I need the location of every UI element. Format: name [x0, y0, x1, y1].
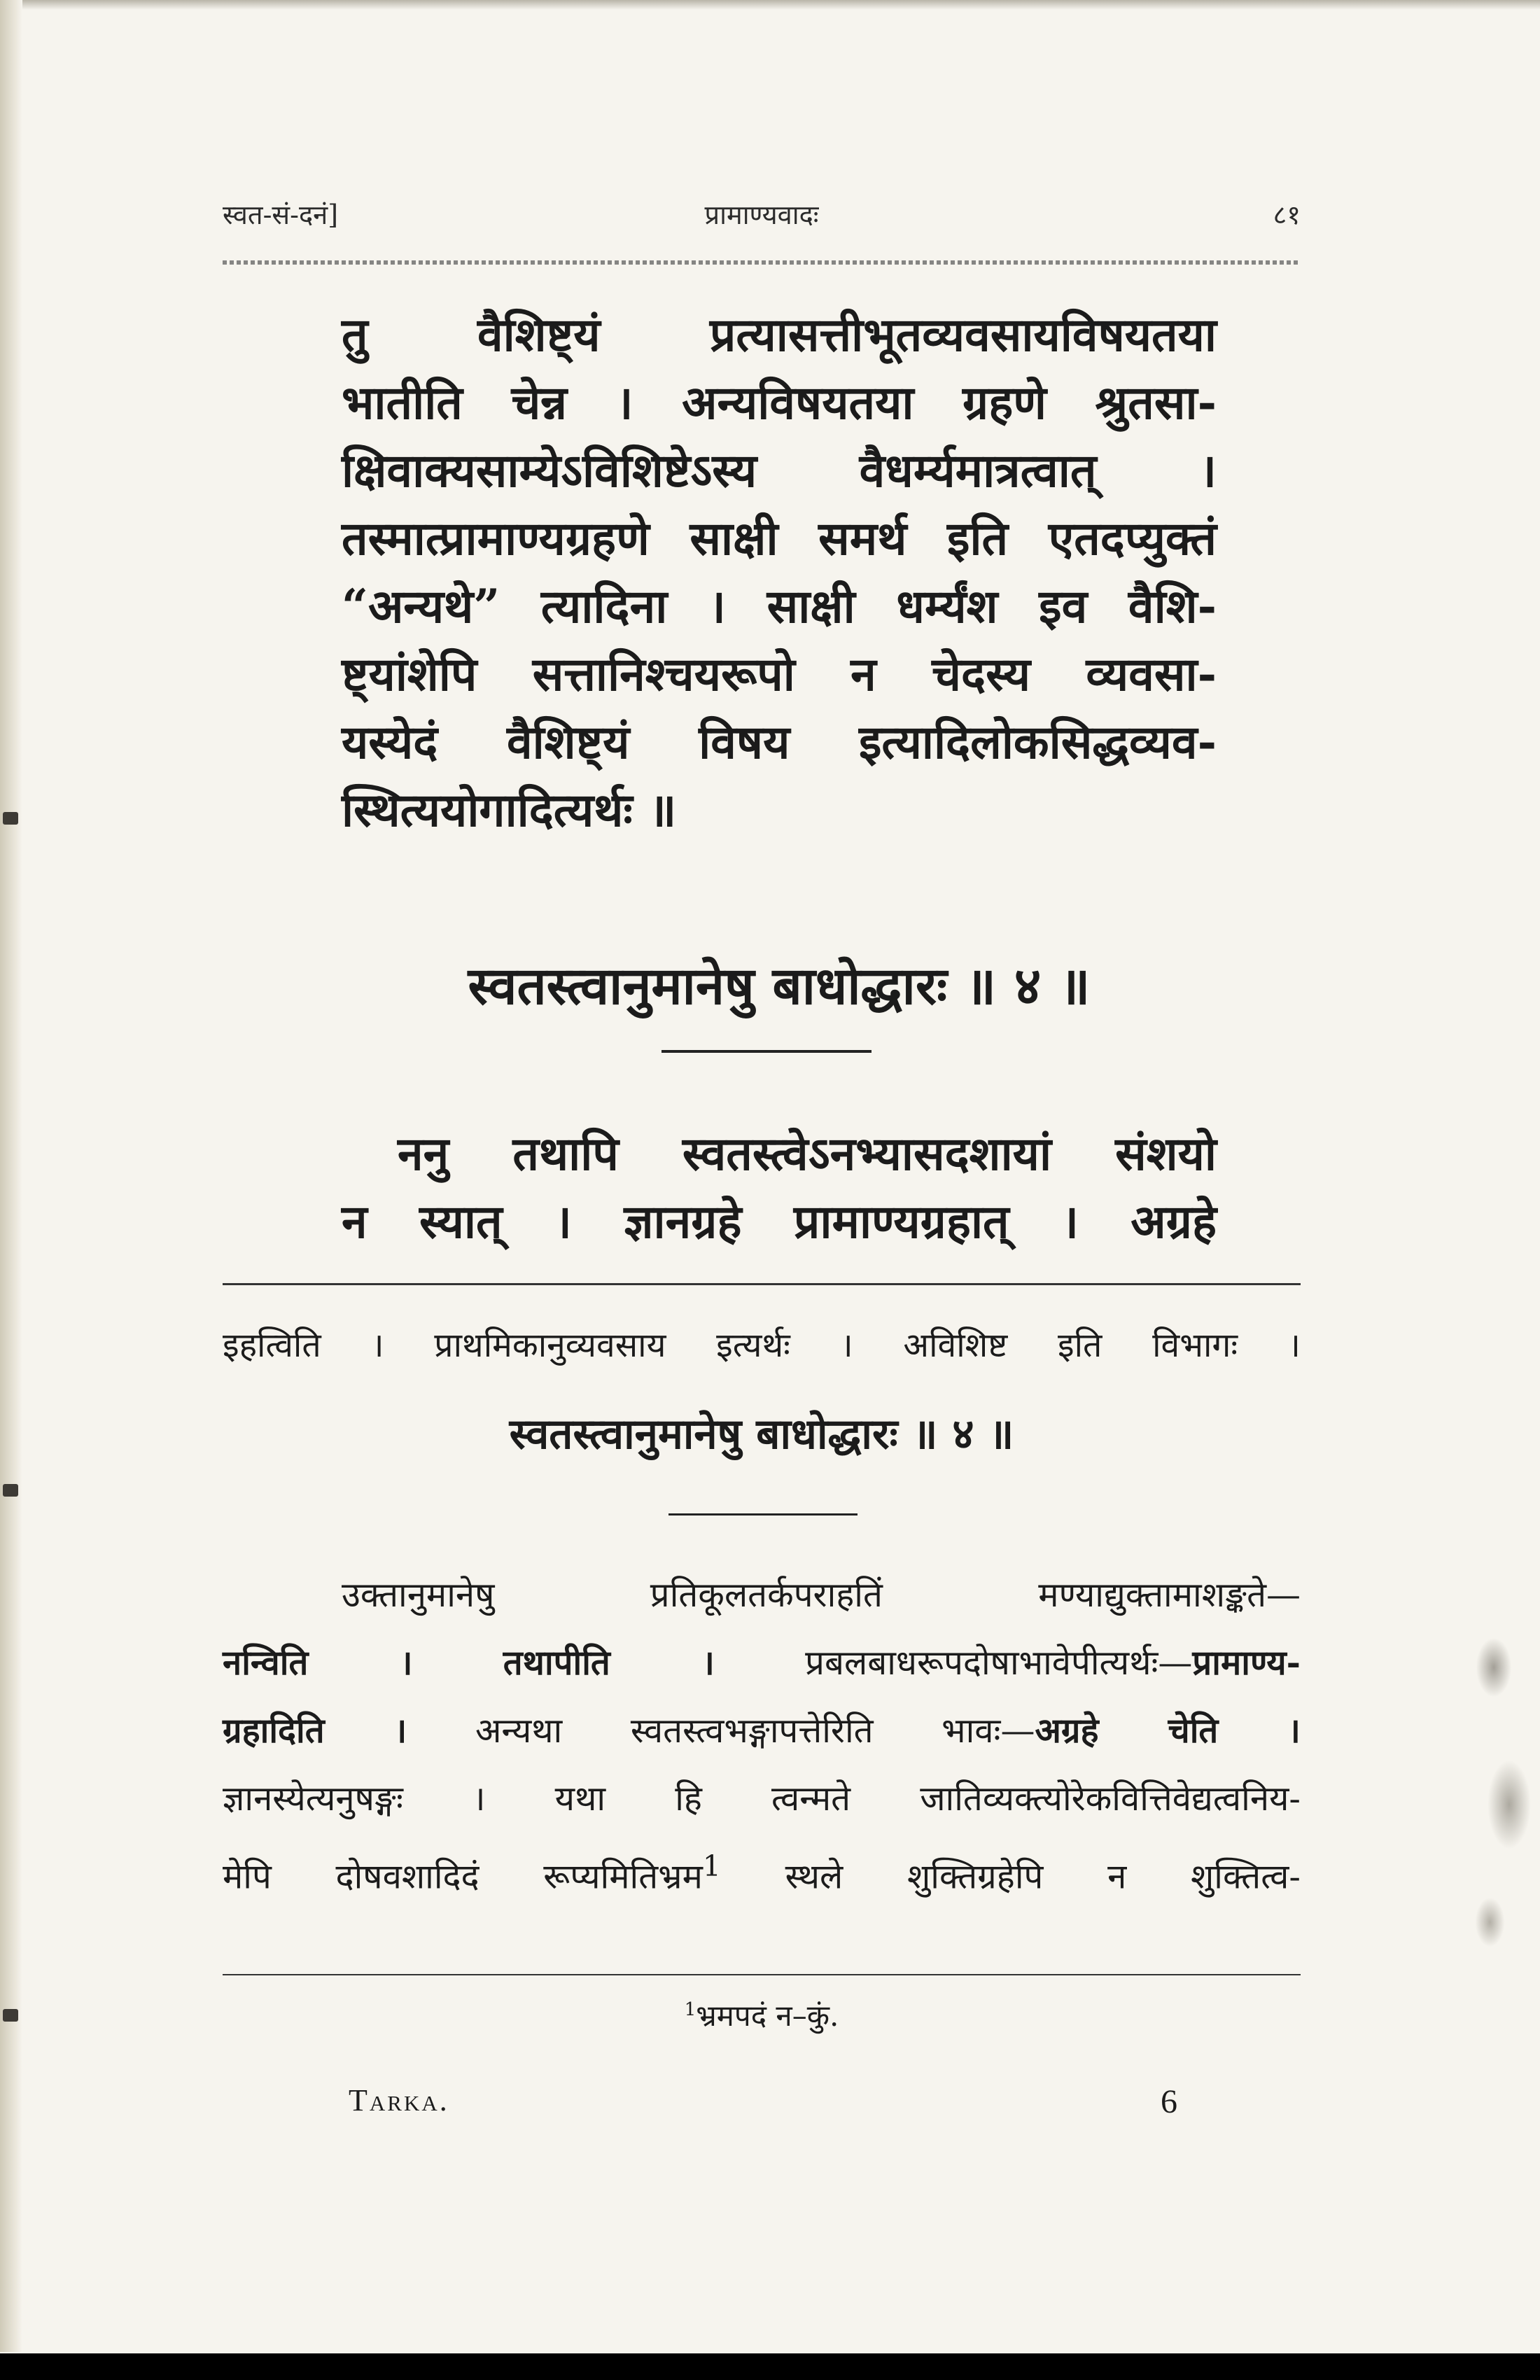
main-text-line: न स्यात् । ज्ञानग्रहे प्रामाण्यग्रहात् । अग्रहे	[342, 1194, 1217, 1249]
gloss: स्थले शुक्तिग्रहेपि न शुक्तित्व-	[720, 1856, 1301, 1897]
page-number: ८१	[1273, 200, 1301, 230]
footnote-marker: 1	[702, 1849, 721, 1883]
main-text-continued	[342, 1120, 1217, 1256]
gloss: अन्यथा स्वतस्त्वभङ्गापत्तेरिति भावः—	[475, 1711, 1035, 1751]
main-text-line: ष्ट्यांशेपि सत्तानिश्चयरूपो न चेदस्य व्यवसा-	[342, 647, 1217, 701]
commentary-section-divider	[668, 1513, 858, 1516]
running-head-left: स्वत-सं-दनं]	[223, 200, 339, 230]
commentary-line: उक्तानुमानेषु प्रतिकूलतर्कपराहतिं मण्याद्युक्तामाशङ्कते—	[342, 1575, 1301, 1615]
main-text-line: स्थित्ययोगादित्यर्थः ॥	[342, 783, 677, 837]
running-head	[223, 196, 1301, 238]
gloss: प्रबलबाधरूपदोषाभावेपीत्यर्थः—	[805, 1643, 1193, 1683]
torn-page-edge	[1463, 1589, 1540, 1981]
main-text-line: तु वैशिष्ट्यं प्रत्यासत्तीभूतव्यवसायविषयतया	[342, 307, 1217, 362]
main-text-line: तस्मात्प्रामाण्यग्रहणे साक्षी समर्थ इति एतदप्युक्तं	[342, 511, 1217, 566]
gloss: मेपि दोषवशादिदं रूप्यमितिभ्रम	[223, 1856, 703, 1897]
commentary-line	[223, 1833, 1301, 1900]
commentary-first-line: इहत्विति । प्राथमिकानुव्यवसाय इत्यर्थः । अविशिष्ट इति विभागः ।	[223, 1326, 1301, 1365]
commentary-line	[223, 1629, 1301, 1697]
lemma: नन्विति ।	[223, 1642, 413, 1683]
commentary-divider	[223, 1283, 1301, 1285]
header-rule	[223, 260, 1301, 265]
page-edge-top	[0, 0, 1540, 10]
commentary	[223, 1561, 1301, 1900]
lemma: ग्रहादिति ।	[223, 1710, 407, 1751]
running-head-title: प्रामाण्यवादः	[704, 200, 819, 230]
main-text-line: क्षिवाक्यसाम्येऽविशिष्टेऽस्य वैधर्म्यमात्रत्वात् ।	[342, 443, 1217, 498]
commentary-section-heading: स्वतस्त्वानुमानेषु बाधोद्धारः ॥ ४ ॥	[509, 1410, 1014, 1459]
footnote-number: 1	[684, 1999, 696, 2020]
lemma: तथापीति ।	[503, 1642, 715, 1683]
binding-stitch	[3, 2009, 18, 2022]
footnote	[223, 1995, 1301, 2035]
main-text	[342, 301, 1217, 844]
binding-stitch	[3, 812, 18, 825]
footnote-divider	[223, 1974, 1301, 1975]
main-text-line: भातीति चेन्न । अन्यविषयतया ग्रहणे श्रुतसा-	[342, 375, 1217, 430]
commentary-line	[223, 1697, 1301, 1765]
main-text-line: “अन्यथे” त्यादिना । साक्षी धर्म्यंश इव वैशि-	[342, 579, 1217, 634]
section-heading: स्वतस्त्वानुमानेषु बाधोद्धारः ॥ ४ ॥	[468, 956, 1091, 1016]
scan-bottom-border	[0, 2353, 1540, 2380]
commentary-line: ज्ञानस्येत्यनुषङ्गः । यथा हि त्वन्मते जातिव्यक्त्योरेकवित्तिवेद्यत्वनिय-	[223, 1779, 1301, 1819]
signature-mark: Tarka.	[349, 2083, 449, 2118]
section-divider	[662, 1050, 872, 1053]
lemma: प्रामाण्य-	[1192, 1642, 1301, 1683]
footnote-text: भ्रमपदं न–कुं.	[696, 1998, 839, 2033]
main-text-line: यस्येदं वैशिष्ट्यं विषय इत्यादिलोकसिद्धव्यव-	[342, 715, 1217, 769]
main-text-line: ननु तथापि स्वतस्त्वेऽनभ्यासदशायां संशयो	[398, 1126, 1217, 1181]
signature-number: 6	[1161, 2083, 1177, 2120]
page-binding-edge	[0, 0, 22, 2352]
lemma: अग्रहे चेति ।	[1035, 1710, 1301, 1751]
binding-stitch	[3, 1484, 18, 1497]
